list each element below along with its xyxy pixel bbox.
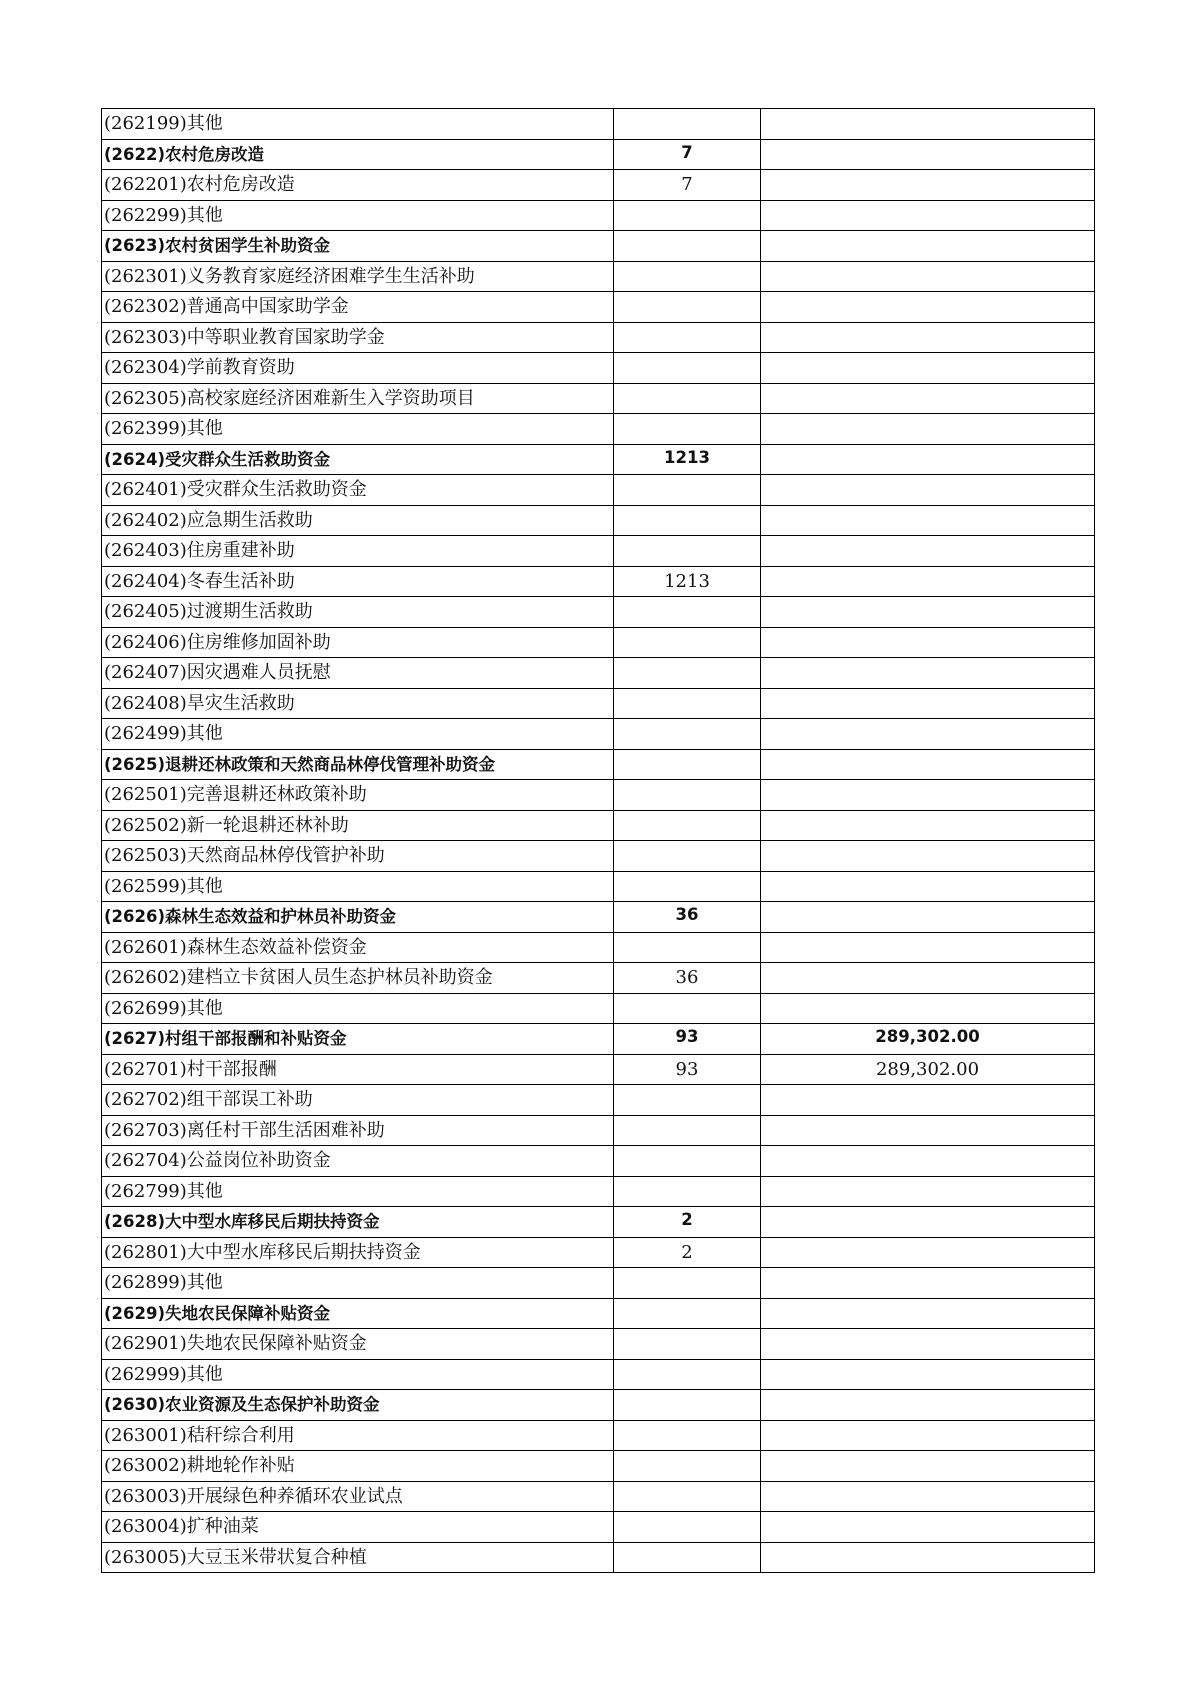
count-cell bbox=[614, 932, 761, 963]
item-name-cell: (263005)大豆玉米带状复合种植 bbox=[102, 1542, 614, 1573]
count-cell bbox=[614, 1146, 761, 1177]
amount-cell bbox=[761, 810, 1095, 841]
item-name-cell: (262501)完善退耕还林政策补助 bbox=[102, 780, 614, 811]
item-name-cell: (2628)大中型水库移民后期扶持资金 bbox=[102, 1207, 614, 1238]
table-row bbox=[102, 383, 1095, 414]
item-name-cell: (262199)其他 bbox=[102, 109, 614, 140]
count-cell bbox=[614, 1451, 761, 1482]
count-cell bbox=[614, 505, 761, 536]
table-row bbox=[102, 810, 1095, 841]
count-cell bbox=[614, 749, 761, 780]
item-name-cell: (262503)天然商品林停伐管护补助 bbox=[102, 841, 614, 872]
amount-cell bbox=[761, 1512, 1095, 1543]
amount-cell bbox=[761, 658, 1095, 689]
item-name-cell: (2629)失地农民保障补贴资金 bbox=[102, 1298, 614, 1329]
count-cell bbox=[614, 1176, 761, 1207]
count-cell bbox=[614, 1268, 761, 1299]
amount-cell bbox=[761, 1237, 1095, 1268]
amount-cell bbox=[761, 383, 1095, 414]
amount-cell bbox=[761, 566, 1095, 597]
item-name-cell: (262601)森林生态效益补偿资金 bbox=[102, 932, 614, 963]
count-cell bbox=[614, 261, 761, 292]
category-row bbox=[102, 749, 1095, 780]
table-row bbox=[102, 871, 1095, 902]
category-row bbox=[102, 902, 1095, 933]
table-row bbox=[102, 1054, 1095, 1085]
table-row bbox=[102, 1237, 1095, 1268]
item-name-cell: (262408)旱灾生活救助 bbox=[102, 688, 614, 719]
amount-cell bbox=[761, 1085, 1095, 1116]
item-name-cell: (2627)村组干部报酬和补贴资金 bbox=[102, 1024, 614, 1055]
table-row bbox=[102, 688, 1095, 719]
amount-cell bbox=[761, 963, 1095, 994]
amount-cell bbox=[761, 841, 1095, 872]
amount-cell bbox=[761, 170, 1095, 201]
table-row bbox=[102, 1268, 1095, 1299]
table-row bbox=[102, 780, 1095, 811]
amount-cell: 289,302.00 bbox=[761, 1054, 1095, 1085]
table-row bbox=[102, 719, 1095, 750]
table-row bbox=[102, 1542, 1095, 1573]
amount-cell bbox=[761, 871, 1095, 902]
count-cell bbox=[614, 627, 761, 658]
amount-cell bbox=[761, 1176, 1095, 1207]
item-name-cell: (262699)其他 bbox=[102, 993, 614, 1024]
table-row bbox=[102, 1176, 1095, 1207]
amount-cell bbox=[761, 780, 1095, 811]
item-name-cell: (262305)高校家庭经济困难新生入学资助项目 bbox=[102, 383, 614, 414]
count-cell bbox=[614, 1481, 761, 1512]
count-cell bbox=[614, 200, 761, 231]
item-name-cell: (262302)普通高中国家助学金 bbox=[102, 292, 614, 323]
amount-cell bbox=[761, 322, 1095, 353]
table-row bbox=[102, 1359, 1095, 1390]
count-cell: 36 bbox=[614, 902, 761, 933]
count-cell bbox=[614, 1512, 761, 1543]
item-name-cell: (263001)秸秆综合利用 bbox=[102, 1420, 614, 1451]
category-row bbox=[102, 1024, 1095, 1055]
item-name-cell: (262303)中等职业教育国家助学金 bbox=[102, 322, 614, 353]
item-name-cell: (262406)住房维修加固补助 bbox=[102, 627, 614, 658]
count-cell bbox=[614, 414, 761, 445]
item-name-cell: (262399)其他 bbox=[102, 414, 614, 445]
table-row bbox=[102, 841, 1095, 872]
table-row bbox=[102, 261, 1095, 292]
count-cell bbox=[614, 1298, 761, 1329]
item-name-cell: (262703)离任村干部生活困难补助 bbox=[102, 1115, 614, 1146]
category-row bbox=[102, 1390, 1095, 1421]
table-row bbox=[102, 536, 1095, 567]
table-row bbox=[102, 200, 1095, 231]
count-cell bbox=[614, 780, 761, 811]
item-name-cell: (263004)扩种油菜 bbox=[102, 1512, 614, 1543]
item-name-cell: (2626)森林生态效益和护林员补助资金 bbox=[102, 902, 614, 933]
item-name-cell: (262899)其他 bbox=[102, 1268, 614, 1299]
item-name-cell: (262401)受灾群众生活救助资金 bbox=[102, 475, 614, 506]
item-name-cell: (262602)建档立卡贫困人员生态护林员补助资金 bbox=[102, 963, 614, 994]
amount-cell bbox=[761, 139, 1095, 170]
count-cell bbox=[614, 719, 761, 750]
amount-cell bbox=[761, 414, 1095, 445]
count-cell bbox=[614, 383, 761, 414]
amount-cell bbox=[761, 1542, 1095, 1573]
amount-cell bbox=[761, 536, 1095, 567]
amount-cell bbox=[761, 902, 1095, 933]
count-cell: 7 bbox=[614, 170, 761, 201]
category-row bbox=[102, 444, 1095, 475]
item-name-cell: (2622)农村危房改造 bbox=[102, 139, 614, 170]
amount-cell bbox=[761, 475, 1095, 506]
count-cell bbox=[614, 231, 761, 262]
item-name-cell: (262407)因灾遇难人员抚慰 bbox=[102, 658, 614, 689]
item-name-cell: (263003)开展绿色种养循环农业试点 bbox=[102, 1481, 614, 1512]
amount-cell bbox=[761, 444, 1095, 475]
category-row bbox=[102, 139, 1095, 170]
item-name-cell: (2625)退耕还林政策和天然商品林停伐管理补助资金 bbox=[102, 749, 614, 780]
count-cell bbox=[614, 1329, 761, 1360]
item-name-cell: (262304)学前教育资助 bbox=[102, 353, 614, 384]
count-cell bbox=[614, 1390, 761, 1421]
table-row bbox=[102, 1085, 1095, 1116]
amount-cell bbox=[761, 719, 1095, 750]
item-name-cell: (262702)组干部误工补助 bbox=[102, 1085, 614, 1116]
subsidy-fund-table bbox=[101, 108, 1095, 1573]
item-name-cell: (262704)公益岗位补助资金 bbox=[102, 1146, 614, 1177]
count-cell: 1213 bbox=[614, 566, 761, 597]
table-row bbox=[102, 993, 1095, 1024]
item-name-cell: (262301)义务教育家庭经济困难学生生活补助 bbox=[102, 261, 614, 292]
amount-cell bbox=[761, 1420, 1095, 1451]
item-name-cell: (262701)村干部报酬 bbox=[102, 1054, 614, 1085]
count-cell bbox=[614, 688, 761, 719]
count-cell: 93 bbox=[614, 1054, 761, 1085]
amount-cell: 289,302.00 bbox=[761, 1024, 1095, 1055]
count-cell bbox=[614, 1085, 761, 1116]
table-row bbox=[102, 292, 1095, 323]
table-row bbox=[102, 475, 1095, 506]
count-cell bbox=[614, 353, 761, 384]
amount-cell bbox=[761, 231, 1095, 262]
item-name-cell: (262901)失地农民保障补贴资金 bbox=[102, 1329, 614, 1360]
amount-cell bbox=[761, 1298, 1095, 1329]
amount-cell bbox=[761, 627, 1095, 658]
item-name-cell: (262402)应急期生活救助 bbox=[102, 505, 614, 536]
category-row bbox=[102, 1207, 1095, 1238]
category-row bbox=[102, 231, 1095, 262]
amount-cell bbox=[761, 200, 1095, 231]
table-body bbox=[102, 109, 1095, 1573]
item-name-cell: (263002)耕地轮作补贴 bbox=[102, 1451, 614, 1482]
table-row bbox=[102, 932, 1095, 963]
amount-cell bbox=[761, 261, 1095, 292]
category-row bbox=[102, 1298, 1095, 1329]
amount-cell bbox=[761, 353, 1095, 384]
item-name-cell: (262599)其他 bbox=[102, 871, 614, 902]
count-cell bbox=[614, 810, 761, 841]
table-row bbox=[102, 1420, 1095, 1451]
amount-cell bbox=[761, 1451, 1095, 1482]
table-row bbox=[102, 414, 1095, 445]
item-name-cell: (262799)其他 bbox=[102, 1176, 614, 1207]
amount-cell bbox=[761, 993, 1095, 1024]
item-name-cell: (2624)受灾群众生活救助资金 bbox=[102, 444, 614, 475]
count-cell bbox=[614, 475, 761, 506]
count-cell bbox=[614, 993, 761, 1024]
count-cell bbox=[614, 841, 761, 872]
table-row bbox=[102, 627, 1095, 658]
table-row bbox=[102, 1512, 1095, 1543]
count-cell bbox=[614, 322, 761, 353]
item-name-cell: (262801)大中型水库移民后期扶持资金 bbox=[102, 1237, 614, 1268]
table-row bbox=[102, 170, 1095, 201]
item-name-cell: (262404)冬春生活补助 bbox=[102, 566, 614, 597]
amount-cell bbox=[761, 688, 1095, 719]
item-name-cell: (262499)其他 bbox=[102, 719, 614, 750]
count-cell bbox=[614, 1420, 761, 1451]
amount-cell bbox=[761, 1390, 1095, 1421]
count-cell: 1213 bbox=[614, 444, 761, 475]
amount-cell bbox=[761, 109, 1095, 140]
count-cell bbox=[614, 1542, 761, 1573]
count-cell: 36 bbox=[614, 963, 761, 994]
table-row bbox=[102, 109, 1095, 140]
item-name-cell: (262502)新一轮退耕还林补助 bbox=[102, 810, 614, 841]
item-name-cell: (2623)农村贫困学生补助资金 bbox=[102, 231, 614, 262]
table-row bbox=[102, 353, 1095, 384]
table-row bbox=[102, 1146, 1095, 1177]
amount-cell bbox=[761, 749, 1095, 780]
amount-cell bbox=[761, 597, 1095, 628]
count-cell bbox=[614, 658, 761, 689]
table-row bbox=[102, 505, 1095, 536]
amount-cell bbox=[761, 292, 1095, 323]
count-cell: 7 bbox=[614, 139, 761, 170]
item-name-cell: (262999)其他 bbox=[102, 1359, 614, 1390]
count-cell bbox=[614, 292, 761, 323]
table-row bbox=[102, 566, 1095, 597]
table-row bbox=[102, 1329, 1095, 1360]
count-cell: 93 bbox=[614, 1024, 761, 1055]
item-name-cell: (262405)过渡期生活救助 bbox=[102, 597, 614, 628]
count-cell bbox=[614, 1115, 761, 1146]
count-cell bbox=[614, 536, 761, 567]
count-cell: 2 bbox=[614, 1207, 761, 1238]
count-cell bbox=[614, 1359, 761, 1390]
amount-cell bbox=[761, 1146, 1095, 1177]
amount-cell bbox=[761, 932, 1095, 963]
amount-cell bbox=[761, 1207, 1095, 1238]
amount-cell bbox=[761, 505, 1095, 536]
count-cell bbox=[614, 597, 761, 628]
item-name-cell: (262201)农村危房改造 bbox=[102, 170, 614, 201]
item-name-cell: (262299)其他 bbox=[102, 200, 614, 231]
amount-cell bbox=[761, 1481, 1095, 1512]
amount-cell bbox=[761, 1115, 1095, 1146]
item-name-cell: (262403)住房重建补助 bbox=[102, 536, 614, 567]
amount-cell bbox=[761, 1359, 1095, 1390]
table-row bbox=[102, 1115, 1095, 1146]
table-row bbox=[102, 1451, 1095, 1482]
table-row bbox=[102, 322, 1095, 353]
amount-cell bbox=[761, 1268, 1095, 1299]
amount-cell bbox=[761, 1329, 1095, 1360]
table-row bbox=[102, 963, 1095, 994]
count-cell bbox=[614, 871, 761, 902]
table-row bbox=[102, 1481, 1095, 1512]
table-row bbox=[102, 658, 1095, 689]
count-cell bbox=[614, 109, 761, 140]
count-cell: 2 bbox=[614, 1237, 761, 1268]
table-row bbox=[102, 597, 1095, 628]
item-name-cell: (2630)农业资源及生态保护补助资金 bbox=[102, 1390, 614, 1421]
